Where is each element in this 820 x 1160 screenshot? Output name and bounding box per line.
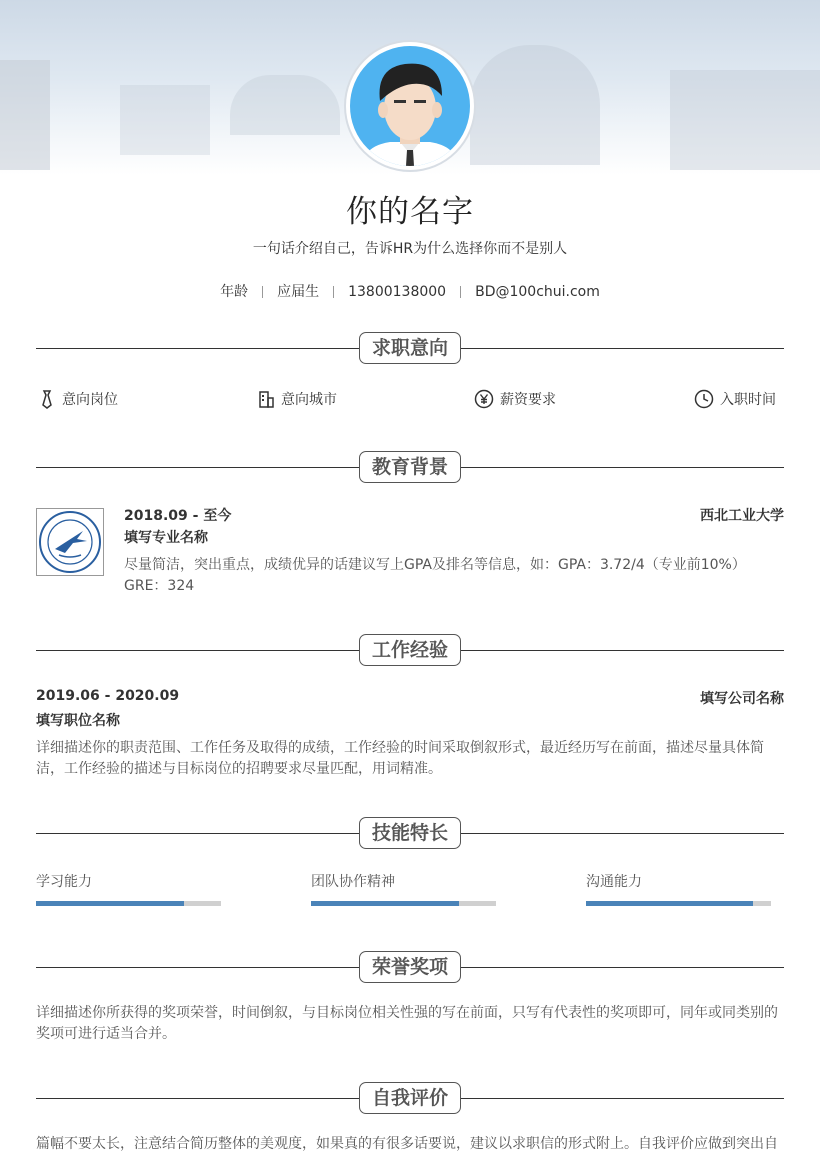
major-name: 填写专业名称 — [124, 530, 208, 546]
skill-label: 学习能力 — [36, 874, 92, 890]
skill-bar — [311, 901, 496, 906]
section-title: 教育背景 — [359, 451, 461, 483]
intent-label: 意向城市 — [281, 392, 337, 408]
work-date: 2019.06 - 2020.09 — [36, 688, 180, 704]
school-name: 西北工业大学 — [700, 508, 784, 524]
intent-start-time — [694, 389, 776, 409]
building-icon — [257, 389, 275, 409]
section-title: 技能特长 — [359, 817, 461, 849]
section-header-work — [36, 634, 784, 668]
section-title: 工作经验 — [359, 634, 461, 666]
position-name: 填写职位名称 — [36, 713, 120, 729]
age-field: 年龄 — [220, 284, 249, 300]
section-header-intent — [36, 332, 784, 366]
intent-city — [257, 389, 337, 409]
education-date: 2018.09 - 至今 — [124, 508, 232, 524]
avatar-illustration — [350, 46, 470, 166]
section-header-awards — [36, 951, 784, 985]
section-title: 自我评价 — [359, 1082, 461, 1114]
section-title: 求职意向 — [359, 332, 461, 364]
contact-row — [0, 281, 820, 301]
clock-icon — [694, 389, 714, 409]
intent-label: 薪资要求 — [500, 392, 556, 408]
university-seal-icon — [37, 509, 103, 575]
section-header-skills — [36, 817, 784, 851]
intent-label: 入职时间 — [720, 392, 776, 408]
company-name: 填写公司名称 — [700, 691, 784, 707]
skill-label: 沟通能力 — [586, 874, 642, 890]
skill-bar-fill — [311, 901, 459, 906]
candidate-name: 你的名字 — [346, 194, 474, 230]
self-eval-description: 篇幅不要太长，注意结合简历整体的美观度，如果真的有很多话要说，建议以求职信的形式附上。自我评价应做到突出自 — [36, 1136, 778, 1152]
education-description: 尽量简洁，突出重点，成绩优异的话建议写上GPA及排名等信息，如：GPA：3.72/4（专业前10%） GRE：324 — [124, 557, 746, 594]
section-title: 荣誉奖项 — [359, 951, 461, 983]
status-field: 应届生 — [277, 284, 320, 300]
yen-icon — [474, 389, 494, 409]
skill-bar — [36, 901, 221, 906]
section-header-self-eval — [36, 1082, 784, 1116]
avatar — [346, 42, 474, 170]
intent-salary — [474, 389, 556, 409]
skill-label: 团队协作精神 — [311, 874, 395, 890]
intent-position — [38, 389, 118, 409]
awards-description: 详细描述你所获得的奖项荣誉，时间倒叙，与目标岗位相关性强的写在前面，只写有代表性的奖项即可，同年或同类别的奖项可进行适当合并。 — [36, 1005, 778, 1042]
work-description: 详细描述你的职责范围、工作任务及取得的成绩，工作经验的时间采取倒叙形式，最近经历写在前面，描述尽量具体简洁，工作经验的描述与目标岗位的招聘要求尽量匹配，用词精准。 — [36, 740, 764, 777]
phone-field: 13800138000 — [348, 284, 447, 300]
skill-bar-fill — [586, 901, 753, 906]
tagline: 一句话介绍自己，告诉HR为什么选择你而不是别人 — [252, 241, 568, 257]
university-logo — [36, 508, 104, 576]
section-header-education — [36, 451, 784, 485]
intent-label: 意向岗位 — [62, 392, 118, 408]
email-field: BD@100chui.com — [475, 284, 600, 300]
skill-bar-fill — [36, 901, 184, 906]
skill-bar — [586, 901, 771, 906]
tie-icon — [38, 389, 56, 409]
